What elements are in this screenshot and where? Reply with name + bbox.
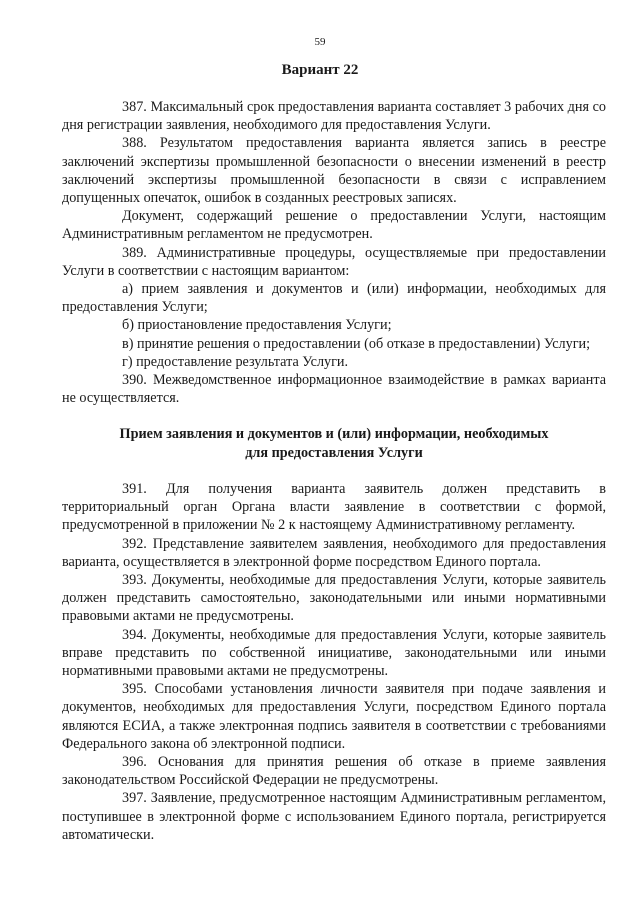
paragraph-389: 389. Административные процедуры, осуществляемые при предоставлении Услуги в соответствии с настоящим вариантом: <box>62 244 606 279</box>
section-heading <box>62 425 606 462</box>
paragraph-395: 395. Способами установления личности заявителя при подаче заявления и документов, необходимых для предоставления Услуги, посредством Единого портала являются ЕСИА, а также электронная подпись заявителя в соответствии с требованиями Федерального закона об электронной подписи. <box>62 681 606 752</box>
variant-title: Вариант 22 <box>281 62 359 78</box>
section-heading-line-1: Прием заявления и документов и (или) информации, необходимых <box>119 426 549 442</box>
paragraph-397: 397. Заявление, предусмотренное настоящим Административным регламентом, поступившее в электронной форме с использованием Единого портала, регистрируется автоматически. <box>62 790 606 843</box>
paragraph-388: 388. Результатом предоставления варианта является запись в реестре заключений экспертизы промышленной безопасности о внесении изменений в реестр заключений экспертизы промышленной безопасности в связи с исправлением допущенных опечаток, ошибок в созданных реестровых записях. <box>62 135 606 207</box>
procedure-item-v: в) принятие решения о предоставлении (об отказе в предоставлении) Услуги; <box>122 335 591 352</box>
paragraph-387: 387. Максимальный срок предоставления варианта составляет 3 рабочих дня со дня регистрации заявления, необходимого для предоставления Услуги. <box>62 99 606 134</box>
procedure-item-a: а) прием заявления и документов и (или) информации, необходимых для предоставления Услуги; <box>62 281 606 316</box>
paragraph-394: 394. Документы, необходимые для предоставления Услуги, которые заявитель вправе представить по собственной инициативе, законодательными или иными нормативными правовыми актами не предусмотрены. <box>62 626 606 680</box>
paragraph-390: 390. Межведомственное информационное взаимодействие в рамках варианта не осуществляется. <box>62 372 606 407</box>
paragraph-396: 396. Основания для принятия решения об отказе в приеме заявления законодательством Российской Федерации не предусмотрены. <box>62 754 606 789</box>
section-body <box>62 480 606 844</box>
paragraph-decision-document: Документ, содержащий решение о предоставлении Услуги, настоящим Административным регламентом не предусмотрен. <box>62 208 606 243</box>
paragraph-391: 391. Для получения варианта заявитель должен представить в территориальный орган Органа власти заявление в соответствии с формой, предусмотренной в приложении № 2 к настоящему Административному регламенту. <box>62 481 606 534</box>
paragraph-393: 393. Документы, необходимые для предоставления Услуги, которые заявитель должен представить самостоятельно, законодательными или иными нормативными правовыми актами не предусмотрены. <box>62 572 606 625</box>
section-heading-line-2: для предоставления Услуги <box>245 444 423 461</box>
procedure-item-g: г) предоставление результата Услуги. <box>122 353 349 370</box>
variant-body <box>62 98 606 407</box>
procedure-item-b: б) приостановление предоставления Услуги; <box>122 317 392 334</box>
page-number: 59 <box>314 36 326 48</box>
paragraph-392: 392. Представление заявителем заявления, необходимого для предоставления варианта, осуществляется в электронной форме посредством Единого портала. <box>62 535 606 570</box>
